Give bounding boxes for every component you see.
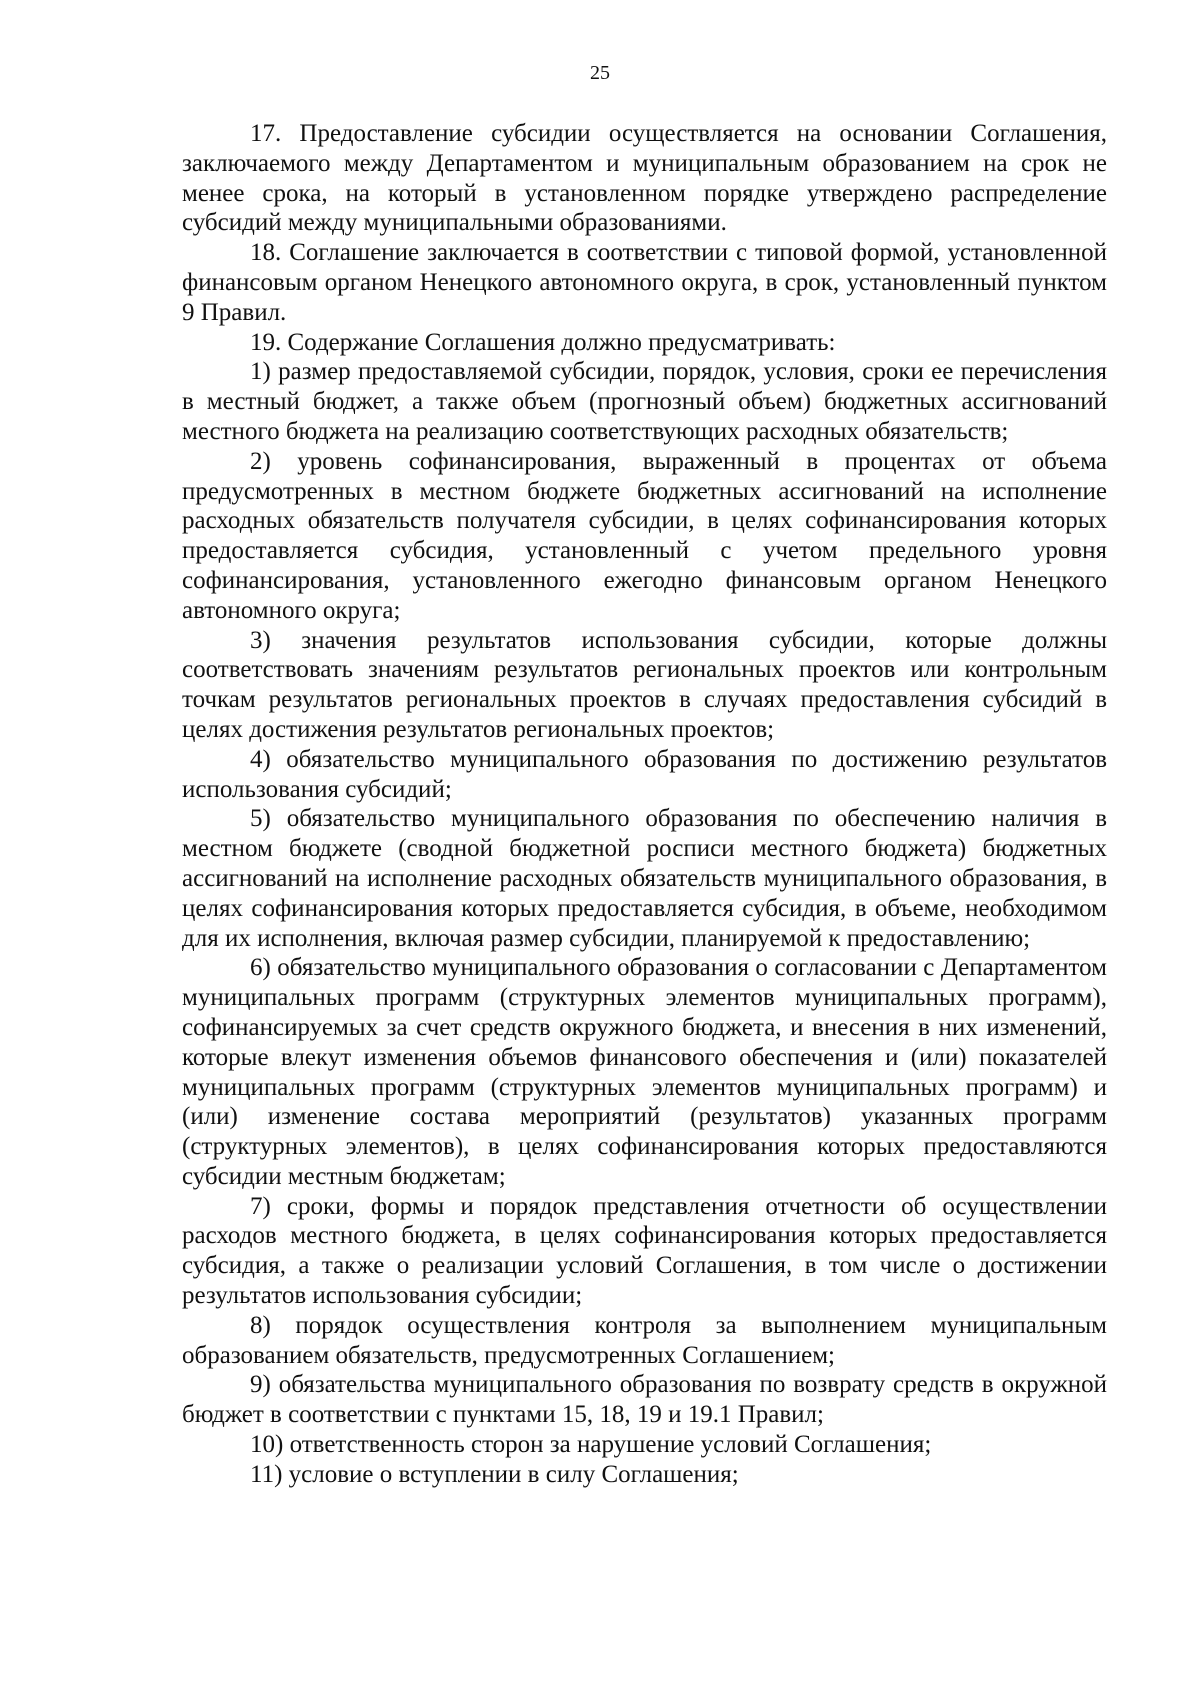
paragraph-18: 18. Соглашение заключается в соответствии с типовой формой, установленной финансовым органом Ненецкого автономного округа, в срок, установленный пунктом 9 Правил. [182, 239, 1107, 326]
list-item-7: 7) сроки, формы и порядок представления отчетности об осуществлении расходов местного бюджета, в целях софинансирования которых предоставляется субсидия, а также о реализации условий Соглашения, в том числе о достижении результатов использования субсидии; [182, 1192, 1107, 1310]
list-item-4: 4) обязательство муниципального образования по достижению результатов использования субсидий; [182, 745, 1107, 803]
list-item-5: 5) обязательство муниципального образования по обеспечению наличия в местном бюджете (сводной бюджетной росписи местного бюджета) бюджетных ассигнований на исполнение расходных обязательств муниципального образования, в целях софинансирования которых предоставляется субсидия, в объеме, необходимом для их исполнения, включая размер субсидии, планируемой к предоставлению; [182, 805, 1107, 952]
list-item-11: 11) условие о вступлении в силу Соглашения; [250, 1460, 739, 1488]
page-number: 25 [590, 62, 610, 84]
list-item-2: 2) уровень софинансирования, выраженный в процентах от объема предусмотренных в местном бюджете бюджетных ассигнований на исполнение расходных обязательств получателя субсидии, в целях софинансирования которых предоставляется субсидия, установленный с учетом предельного уровня софинансирования, установленного ежегодно финансовым органом Ненецкого автономного округа; [182, 447, 1107, 624]
list-item-6: 6) обязательство муниципального образования о согласовании с Департаментом муниципальных программ (структурных элементов муниципальных программ), софинансируемых за счет средств окружного бюджета, и внесения в них изменений, которые влекут изменения объемов финансового обеспечения и (или) показателей муниципальных программ (структурных элементов муниципальных программ) и (или) изменение состава мероприятий (результатов) указанных программ (структурных элементов), в целях софинансирования которых предоставляются субсидии местным бюджетам; [182, 954, 1107, 1190]
document-body [182, 119, 1107, 1490]
list-item-9: 9) обязательства муниципального образования по возврату средств в окружной бюджет в соответствии с пунктами 15, 18, 19 и 19.1 Правил; [182, 1371, 1107, 1429]
list-item-10: 10) ответственность сторон за нарушение условий Соглашения; [250, 1431, 932, 1459]
paragraph-17: 17. Предоставление субсидии осуществляется на основании Соглашения, заключаемого между Департаментом и муниципальным образованием на срок не менее срока, на который в установленном порядке утверждено распределение субсидий между муниципальными образованиями. [182, 120, 1107, 237]
list-item-3: 3) значения результатов использования субсидии, которые должны соответствовать значениям результатов региональных проектов или контрольным точкам результатов региональных проектов в случаях предоставления субсидий в целях достижения результатов региональных проектов; [182, 626, 1107, 743]
paragraph-19: 19. Содержание Соглашения должно предусматривать: [250, 328, 836, 356]
list-item-1: 1) размер предоставляемой субсидии, порядок, условия, сроки ее перечисления в местный бюджет, а также объем (прогнозный объем) бюджетных ассигнований местного бюджета на реализацию соответствующих расходных обязательств; [182, 358, 1107, 445]
list-item-8: 8) порядок осуществления контроля за выполнением муниципальным образованием обязательств, предусмотренных Соглашением; [182, 1311, 1107, 1369]
